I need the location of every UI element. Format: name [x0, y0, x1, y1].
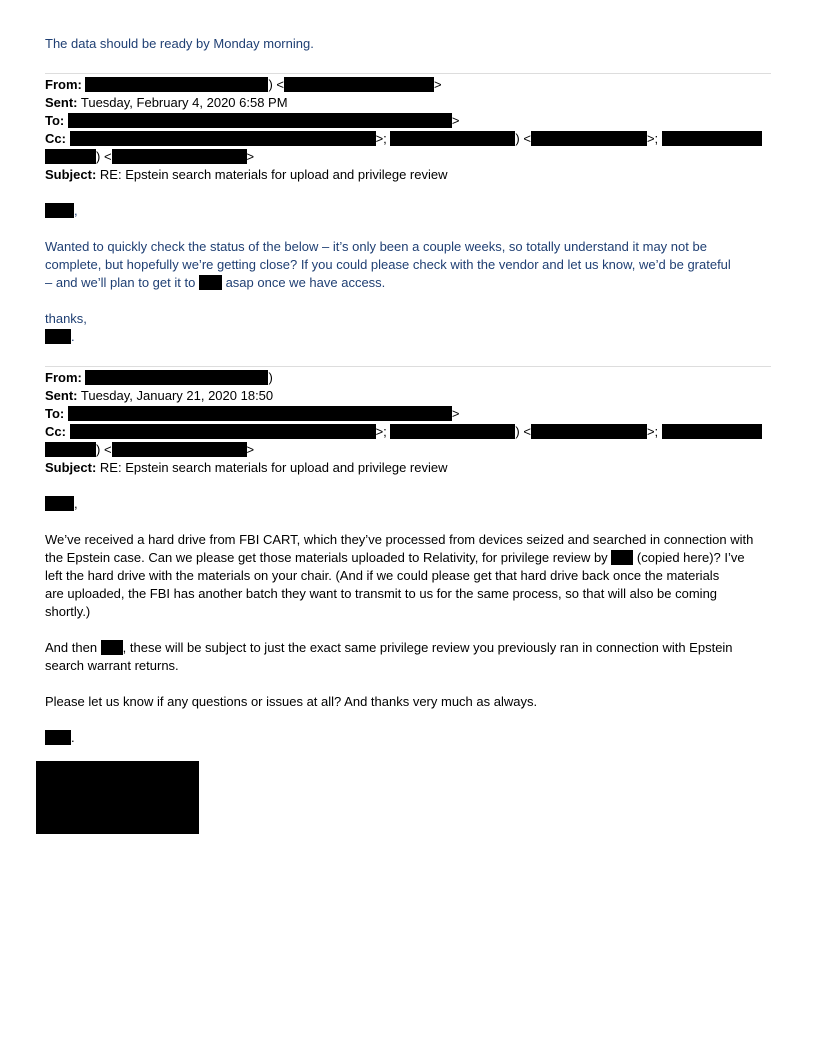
body-text: the Epstein case. Can we please get those materials uploaded to Relativity, for privilege review by — [45, 550, 608, 565]
redaction — [101, 640, 123, 655]
redaction — [45, 442, 96, 457]
redaction — [70, 131, 376, 146]
cc-label: Cc: — [45, 131, 66, 146]
punct: , — [74, 203, 78, 218]
cc-line — [45, 130, 762, 148]
redaction — [45, 149, 96, 164]
redaction — [45, 203, 74, 218]
punct: . — [71, 730, 75, 745]
redaction — [85, 77, 268, 92]
redaction — [662, 131, 762, 146]
punct: >; — [375, 131, 387, 146]
cc-line-cont — [45, 148, 254, 166]
redaction — [531, 131, 647, 146]
body-line: We’ve received a hard drive from FBI CART, which they’ve processed from devices seized and searched in connection with — [45, 532, 754, 547]
cc-line — [45, 423, 762, 441]
body-line: Please let us know if any questions or issues at all? And thanks very much as always. — [45, 694, 538, 709]
redaction — [390, 424, 515, 439]
punct: ) < — [96, 442, 112, 457]
punct: >; — [646, 131, 659, 146]
subject-label: Subject: — [45, 460, 97, 475]
redaction — [284, 77, 434, 92]
body-text: And then — [45, 640, 98, 655]
body-line: search warrant returns. — [45, 658, 179, 673]
to-label: To: — [45, 406, 65, 421]
punct: , — [74, 496, 78, 511]
punct: ) < — [515, 424, 531, 439]
punct: ) < — [268, 77, 285, 92]
cc-line-cont — [45, 441, 254, 459]
punct: ) — [268, 370, 273, 385]
redaction — [112, 149, 247, 164]
body-text: (copied here)? I’ve — [636, 550, 745, 565]
sent-line — [45, 94, 288, 112]
body-text: asap once we have access. — [225, 275, 386, 290]
redaction — [611, 550, 633, 565]
redaction — [45, 730, 71, 745]
redaction — [45, 329, 71, 344]
punct: > — [451, 406, 460, 421]
redaction — [68, 406, 452, 421]
sent-label: Sent: — [45, 388, 78, 403]
body-line: shortly.) — [45, 604, 91, 619]
redaction — [199, 275, 222, 290]
from-line — [45, 76, 442, 94]
subject-text: RE: Epstein search materials for upload and privilege review — [99, 167, 448, 182]
body-line — [45, 274, 385, 292]
from-label: From: — [45, 77, 82, 92]
top-message: The data should be ready by Monday morning. — [45, 36, 314, 51]
body-line: Wanted to quickly check the status of the below – it’s only been a couple weeks, so totally understand it may not be — [45, 239, 707, 254]
sent-label: Sent: — [45, 95, 78, 110]
sent-date: Tuesday, February 4, 2020 6:58 PM — [80, 95, 288, 110]
punct: ) < — [515, 131, 531, 146]
from-label: From: — [45, 370, 82, 385]
subject-line — [45, 166, 447, 184]
redaction — [68, 113, 452, 128]
signoff: thanks, — [45, 311, 87, 326]
punct: ) < — [96, 149, 112, 164]
sent-line — [45, 387, 273, 405]
punct: > — [246, 149, 255, 164]
from-line — [45, 369, 273, 387]
redaction — [531, 424, 647, 439]
subject-label: Subject: — [45, 167, 97, 182]
cc-label: Cc: — [45, 424, 66, 439]
redaction — [112, 442, 247, 457]
redaction — [390, 131, 515, 146]
sent-date: Tuesday, January 21, 2020 18:50 — [80, 388, 274, 403]
body-line: left the hard drive with the materials on your chair. (And if we could please get that hard drive back once the materials — [45, 568, 720, 583]
greeting — [45, 202, 78, 220]
to-line — [45, 112, 459, 130]
redaction — [45, 496, 74, 511]
punct: >; — [375, 424, 387, 439]
body-line — [45, 639, 733, 657]
redaction — [85, 370, 268, 385]
redaction — [662, 424, 762, 439]
punct: . — [71, 329, 75, 344]
subject-line — [45, 459, 447, 477]
greeting — [45, 495, 78, 513]
body-text: , these will be subject to just the exact same privilege review you previously ran in connection with Epstein — [122, 640, 733, 655]
body-line: are uploaded, the FBI has another batch they want to transmit to us for the same process, so that will also be coming — [45, 586, 718, 601]
punct: >; — [646, 424, 659, 439]
to-label: To: — [45, 113, 65, 128]
punct: > — [434, 77, 442, 92]
body-line — [45, 549, 745, 567]
punct: > — [246, 442, 255, 457]
punct: > — [451, 113, 460, 128]
signature-block-redaction — [36, 761, 199, 834]
divider — [45, 366, 771, 367]
redaction — [70, 424, 376, 439]
signature — [45, 729, 75, 747]
to-line — [45, 405, 459, 423]
body-line: complete, but hopefully we’re getting close? If you could please check with the vendor and let us know, we’d be grateful — [45, 257, 731, 272]
signature — [45, 328, 75, 346]
subject-text: RE: Epstein search materials for upload and privilege review — [99, 460, 448, 475]
divider — [45, 73, 771, 74]
body-text: – and we’ll plan to get it to — [45, 275, 196, 290]
